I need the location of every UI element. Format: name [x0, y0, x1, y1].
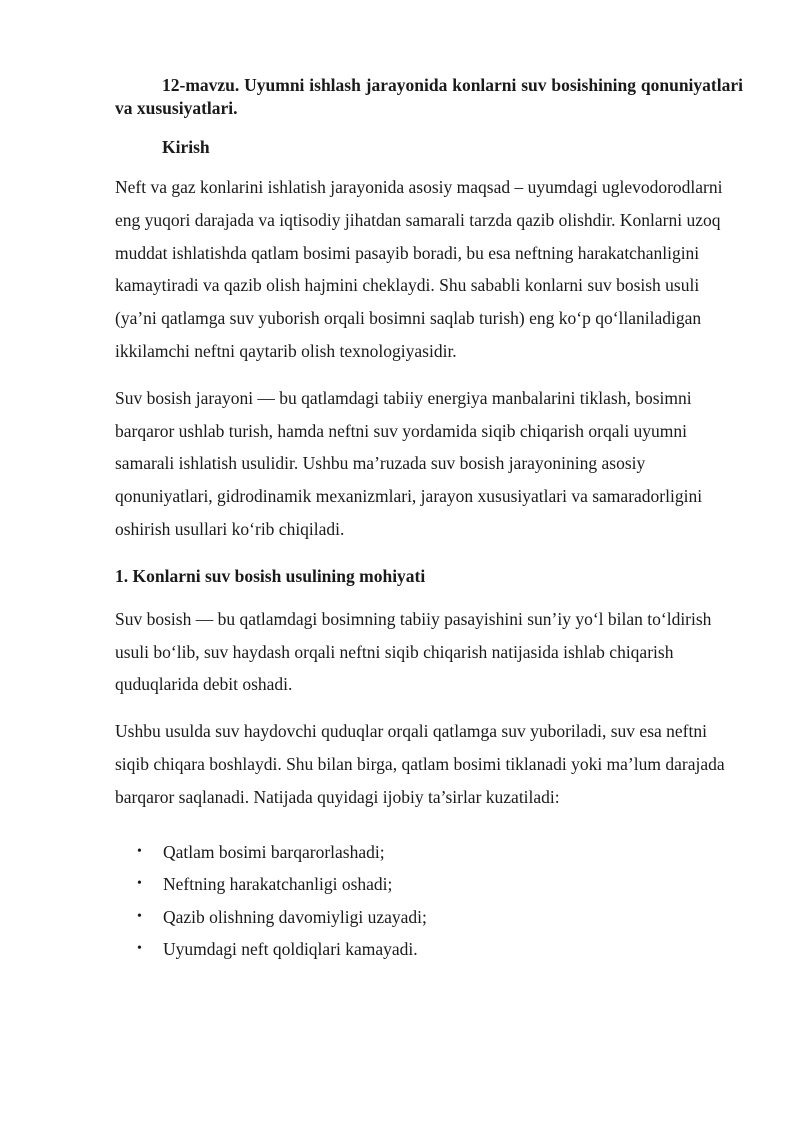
list-item-text: Qazib olishning davomiyligi uzayadi;: [163, 906, 427, 927]
list-item: [137, 868, 743, 901]
bullet-icon: •: [137, 876, 142, 892]
list-item: [137, 836, 743, 869]
section-1-paragraph-2: Ushbu usulda suv haydovchi quduqlar orqali qatlamga suv yuboriladi, suv esa neftni siqib chiqara boshlaydi. Shu bilan birga, qatlam bosimi tiklanadi yoki ma’lum darajada barqaror saqlanadi. Natijada quyidagi ijobiy ta’sirlar kuzatiladi:: [115, 721, 725, 807]
bullet-icon: •: [137, 941, 142, 957]
bullet-icon: •: [137, 908, 142, 924]
list-item-text: Qatlam bosimi barqarorlashadi;: [163, 841, 385, 862]
list-item-text: Uyumdagi neft qoldiqlari kamayadi.: [163, 939, 418, 960]
intro-paragraph-2: Suv bosish jarayoni — bu qatlamdagi tabiiy energiya manbalarini tiklash, bosimni barqaror ushlab turish, hamda neftni suv yordamida siqib chiqarish orqali uyumni samarali ishlatish usulidir. Ushbu ma’ruzada suv bosish jarayonining asosiy qonuniyatlari, gidrodinamik mexanizmlari, jarayon xususiyatlari va samaradorligini oshirish usullari ko‘rib chiqiladi.: [115, 387, 703, 539]
intro-paragraph-1: Neft va gaz konlarini ishlatish jarayonida asosiy maqsad – uyumdagi uglevodorodlarni eng yuqori darajada va iqtisodiy jihatdan samarali tarzda qazib olishdir. Konlarni uzoq muddat ishlatishda qatlam bosimi pasayib boradi, bu esa neftning harakatchanligini kamaytiradi va qazib olish hajmini cheklaydi. Shu sababli konlarni suv bosish usuli (ya’ni qatlamga suv yuborish orqali bosimni saqlab turish) eng ko‘p qo‘llaniladigan ikkilamchi neftni qaytarib olish texnologiyasidir.: [115, 177, 723, 361]
list-item-text: Neftning harakatchanligi oshadi;: [163, 874, 393, 895]
document-title: 12-mavzu. Uyumni ishlash jarayonida konlarni suv bosishining qonuniyatlari va xususiyatlari.: [115, 75, 743, 118]
list-item: [137, 901, 743, 934]
section-1-paragraph-1: Suv bosish — bu qatlamdagi bosimning tabiiy pasayishini sun’iy yo‘l bilan to‘ldirish usuli bo‘lib, suv haydash orqali neftni siqib chiqarish natijasida ishlab chiqarish quduqlarida debit oshadi.: [115, 608, 712, 695]
bullet-icon: •: [137, 843, 142, 859]
intro-heading: Kirish: [162, 137, 210, 157]
document-page: [115, 74, 743, 966]
section-1-heading: 1. Konlarni suv bosish usulining mohiyati: [115, 565, 426, 586]
list-item: [137, 933, 743, 966]
effects-list: [115, 836, 743, 966]
